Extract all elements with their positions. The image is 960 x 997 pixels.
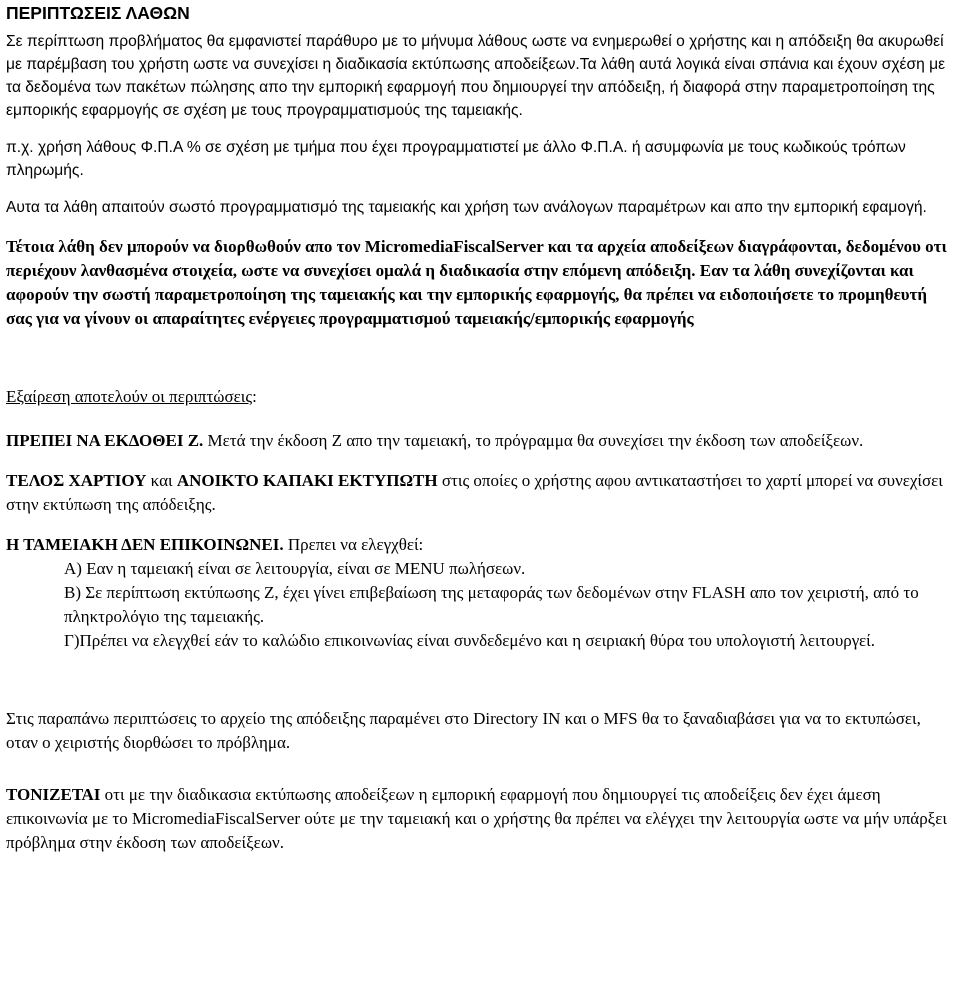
case-paper-text: στις οποίες ο χρήστης αφου αντικαταστήσει το χαρτί μπορεί να συνεχίσει στην εκτύπωση της απόδειξης. bbox=[6, 471, 943, 514]
tonizetai-text: οτι με την διαδικασια εκτύπωσης αποδείξεων η εμπορική εφαρμογή που δημιουργεί τις αποδείξεις δεν έχει άμεση επικοινωνία με το MicromediaFiscalServer ούτε με την ταμειακή και ο χρήστης θα πρέπει να ελέγχει την λειτουργία ωστε να μήν υπάρξει πρόβλημα στην έκδοση των αποδείξεων. bbox=[6, 785, 947, 852]
case-z-label: ΠΡΕΠΕΙ ΝΑ ΕΚΔΟΘΕΙ Ζ. bbox=[6, 431, 204, 450]
case-comm-paragraph bbox=[6, 533, 954, 557]
case-comm-text: Πρεπει να ελεγχθεί: bbox=[283, 535, 424, 554]
example-paragraph: π.χ. χρήση λάθους Φ.Π.Α % σε σχέση με τμήμα που έχει προγραμματιστεί με άλλο Φ.Π.Α. ή ασυμφωνία με τους κωδικούς τρόπων πληρωμής. bbox=[6, 139, 906, 179]
warning-paragraph: Τέτοια λάθη δεν μπορούν να διορθωθούν απο τον MicromediaFiscalServer και τα αρχεία αποδείξεων διαγράφονται, δεδομένου οτι περιέχουν λανθασμένα στοιχεία, ωστε να συνεχίσει ομαλά η διαδικασία στην επόμενη απόδειξη. Εαν τα λάθη συνεχίζονται και αφορούν την σωστή παραμετροποίηση της ταμειακής και την εμπορικής εφαρμογής, θα πρέπει να ειδοποιήσετε το προμηθευτή σας για να γίνουν οι απαραίτητες ενέργειες προγραμματισμού ταμειακής/εμπορικής εφαρμογής bbox=[6, 237, 947, 328]
tonizetai-label: ΤΟΝΙΖΕΤΑΙ bbox=[6, 785, 101, 804]
tonizetai-paragraph bbox=[6, 783, 954, 855]
files-note-paragraph: Στις παραπάνω περιπτώσεις το αρχείο της απόδειξης παραμένει στο Directory IN και ο MFS θα το ξαναδιαβάσει για να το εκτυπώσει, οταν ο χειριστής διορθώσει το πρόβλημα. bbox=[6, 709, 921, 752]
case-z-text: Μετά την έκδοση Ζ απο την ταμειακή, το πρόγραμμα θα συνεχίσει την έκδοση των αποδείξεων. bbox=[203, 431, 864, 450]
case-paper-label-open-cover: ΑΝΟΙΚΤΟ ΚΑΠΑΚΙ ΕΚΤΥΠΩΤΗ bbox=[176, 471, 438, 490]
exceptions-heading-text: Εξαίρεση αποτελούν οι περιπτώσεις bbox=[6, 387, 253, 406]
case-paper-label-end-of-paper: ΤΕΛΟΣ ΧΑΡΤΙΟΥ bbox=[6, 471, 147, 490]
check-list bbox=[6, 557, 954, 653]
intro-paragraph: Σε περίπτωση προβλήματος θα εμφανιστεί παράθυρο με το μήνυμα λάθους ωστε να ενημερωθεί ο χρήστης και η απόδειξη θα ακυρωθεί με παρέμβαση του χρήστη ωστε να συνεχίσει η διαδικασία εκτύπωσης αποδείξεων.Τα λάθη αυτά λογικά είναι σπάνια και έχουν σχέση με τα δεδομένα των πακέτων πώλησης απο την εμπορική εφαρμογή που δημιουργεί την απόδειξη, ή διαφορά στην παραμετροποίηση της εμπορικής εφαρμογής σε σχέση με τους προγραμματισμούς της ταμειακής. bbox=[6, 33, 946, 119]
case-comm-label: Η ΤΑΜΕΙΑΚΗ ΔΕΝ ΕΠΙΚΟΙΝΩΝΕΙ. bbox=[6, 535, 284, 554]
case-paper-joiner: και bbox=[146, 471, 177, 490]
exceptions-heading bbox=[6, 385, 954, 409]
check-item-c: Γ)Πρέπει να ελεγχθεί εάν το καλώδιο επικοινωνίας είναι συνδεδεμένο και η σειριακή θύρα του υπολογιστή λειτουργεί. bbox=[64, 631, 875, 650]
case-z-paragraph bbox=[6, 429, 954, 453]
check-item-b: Β) Σε περίπτωση εκτύπωσης Ζ, έχει γίνει επιβεβαίωση της μεταφοράς των δεδομένων στην FLASH απο τον χειριστή, από το πληκτρολόγιο της ταμειακής. bbox=[64, 583, 919, 626]
page-title: ΠΕΡΙΠΤΩΣΕΙΣ ΛΑΘΩΝ bbox=[6, 3, 190, 23]
check-item-a: Α) Εαν η ταμειακή είναι σε λειτουργία, είναι σε MENU πωλήσεων. bbox=[64, 559, 526, 578]
exceptions-heading-colon: : bbox=[252, 387, 257, 406]
programming-note-paragraph: Αυτα τα λάθη απαιτούν σωστό προγραμματισμό της ταμειακής και χρήση των ανάλογων παραμέτρων και απο την εμπορική εφαμογή. bbox=[6, 199, 927, 216]
case-paper-paragraph bbox=[6, 469, 954, 517]
